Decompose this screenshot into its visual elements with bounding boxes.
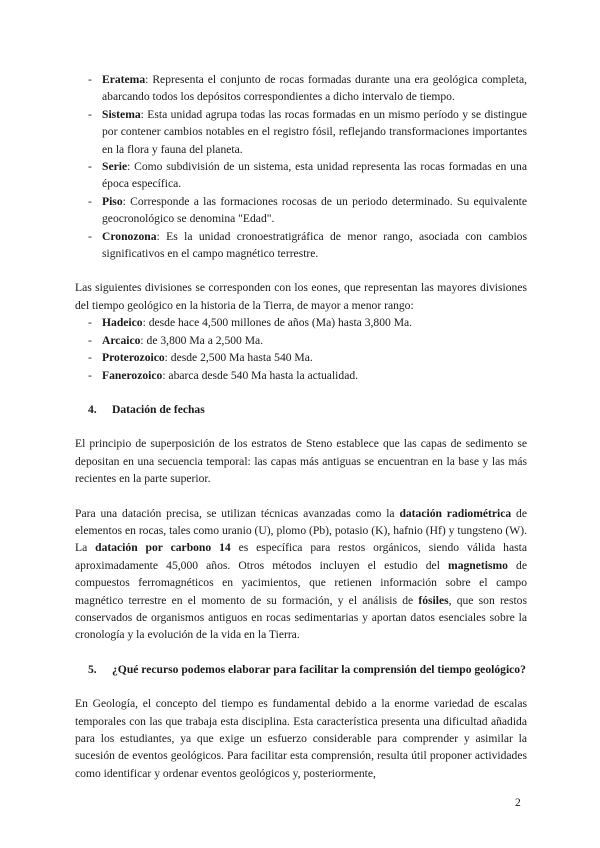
rank-text: : Como subdivisión de un sistema, esta unidad representa las rocas formadas en una época específica. [102,160,527,191]
text-run: Para una datación precisa, se utilizan técnicas avanzadas como la [75,506,400,520]
section-4-paragraph-1: El principio de superposición de los estratos de Steno establece que las capas de sedimento se depositan en una secuencia temporal: las capas más antiguas se encuentran en la base y las más recientes en la parte superior. [75,437,527,486]
eon-item-arcaico [75,332,527,349]
rank-text: : Esta unidad agrupa todas las rocas formadas en un mismo período y se distingue por contener cambios notables en el registro fósil, reflejando transformaciones importantes en la flora y fauna del planeta. [102,107,527,156]
rank-item-eratema [75,71,527,106]
bullet-dash: - [88,368,92,382]
rank-term: Cronozona [102,229,157,243]
bold-term: fósiles [418,593,449,607]
eon-text: : de 3,800 Ma a 2,500 Ma. [140,333,264,347]
eon-term: Arcaico [102,333,141,347]
section-5-paragraph-1: En Geología, el concepto del tiempo es fundamental debido a la enorme variedad de escalas temporales con las que trabaja esta disciplina. Esta característica presenta una dificultad añadida para los estudiantes, ya que exige un esfuerzo considerable para comprender y asimilar la sucesión de eventos geológicos. Para facilitar esta comprensión, resulta útil proponer actividades como identificar y ordenar eventos geológicos y, posteriormente, [75,697,527,780]
eon-term: Hadeico [102,316,143,330]
rank-text: : Representa el conjunto de rocas formadas durante una era geológica completa, abarcando todos los depósitos correspondientes a dicho intervalo de tiempo. [102,73,527,104]
text-run: de elementos en rocas, tales como uranio (U), plomo (Pb), potasio (K), hafnio (Hf) y tungsteno (W). La [75,506,528,555]
eon-text: : desde hace 4,500 millones de años (Ma) hasta 3,800 Ma. [142,316,413,330]
section-number: 4. [88,402,97,416]
eon-item-proterozoico [75,349,527,366]
eon-item-hadeico [75,314,527,331]
eon-term: Fanerozoico [102,368,163,382]
eon-text: : desde 2,500 Ma hasta 540 Ma. [164,351,313,365]
rank-term: Eratema [102,73,146,86]
rank-term: Piso [102,194,123,208]
bullet-dash: - [88,73,92,86]
text-run: es específica para restos orgánicos, siendo válida hasta aproximadamente 45,000 años. Otros métodos incluyen el estudio del [75,541,527,572]
section-title: Datación de fechas [112,402,205,416]
bullet-dash: - [88,107,92,121]
bullet-dash: - [88,229,92,243]
eon-item-fanerozoico [75,367,527,384]
eon-term: Proterozoico [102,351,165,365]
section-number: 5. [88,662,97,676]
bullet-dash: - [88,351,92,365]
eon-text: : abarca desde 540 Ma hasta la actualidad. [162,368,359,382]
rank-term: Sistema [102,107,141,121]
text-run: , que son restos conservados de organismos antiguos en rocas sedimentarias y aportan datos esenciales sobre la cronología y la evolución de la vida en la Tierra. [75,593,527,642]
section-4-heading [75,401,527,418]
section-title: ¿Qué recurso podemos elaborar para facilitar la comprensión del tiempo geológico? [112,662,526,676]
bullet-dash: - [88,316,92,330]
section-5-heading [75,661,527,678]
rank-term: Serie [102,160,128,174]
rank-item-piso [75,193,527,228]
bold-term: magnetismo [448,558,508,572]
bullet-dash: - [88,160,92,174]
bold-term: datación por carbono 14 [95,541,231,555]
rank-item-sistema [75,106,527,158]
bullet-dash: - [88,333,92,347]
rank-item-cronozona [75,228,527,263]
rank-text: : Corresponde a las formaciones rocosas de un periodo determinado. Su equivalente geocronológico se denomina "Edad". [102,194,527,226]
rank-text: : Es la unidad cronoestratigráfica de menor rango, asociada con cambios significativos en el campo magnético terrestre. [102,229,527,261]
eons-intro: Las siguientes divisiones se corresponden con los eones, que representan las mayores divisiones del tiempo geológico en la historia de la Tierra, de mayor a menor rango: [75,281,527,312]
bold-term: datación radiométrica [399,506,512,520]
text-run: de compuestos ferromagnéticos en yacimientos, que retienen información sobre el campo magnético terrestre en el momento de su formación, y el análisis de [75,558,528,607]
page-content [75,71,527,782]
section-4-paragraph-2 [75,505,527,644]
bullet-dash: - [88,194,92,208]
page-number: 2 [515,796,521,809]
rank-item-serie [75,158,527,193]
